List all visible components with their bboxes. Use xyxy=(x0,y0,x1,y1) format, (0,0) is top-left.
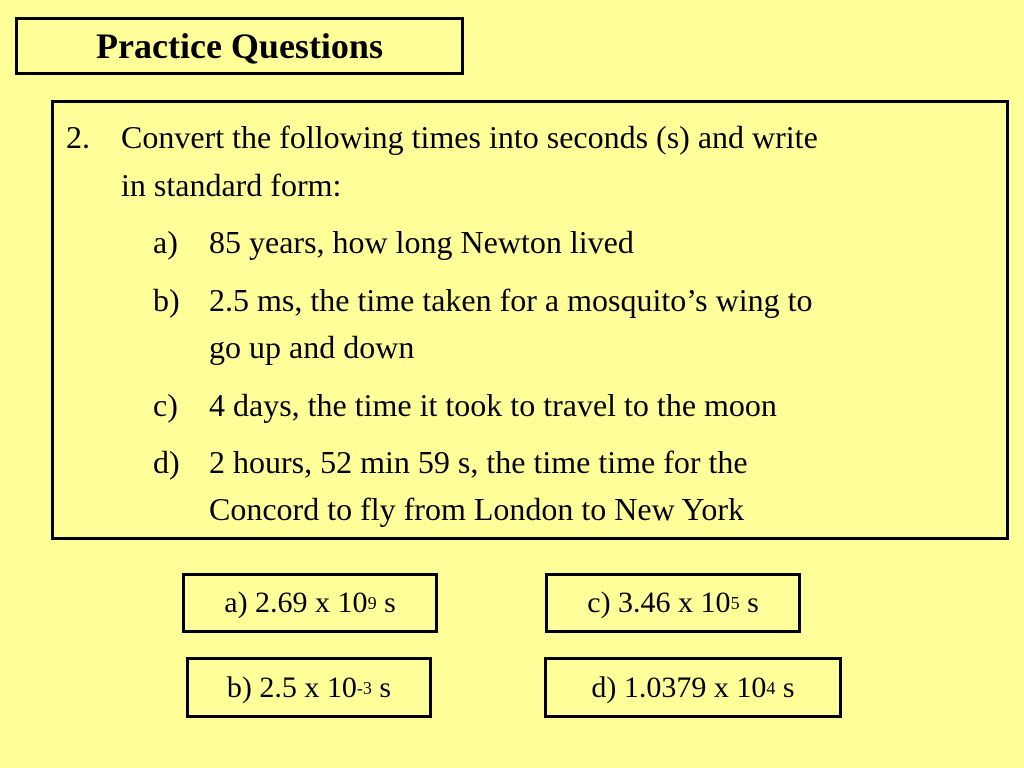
item-b-label: b) xyxy=(153,282,180,318)
answer-b-box: b) 2.5 x 10 -3 s xyxy=(186,657,432,718)
answer-c-prefix: c) 3.46 x 10 xyxy=(587,586,731,619)
item-c-text: 4 days, the time it took to travel to the moon xyxy=(209,387,777,423)
item-d-label: d) xyxy=(153,444,180,480)
item-d-text-line2: Concord to fly from London to New York xyxy=(209,491,745,527)
item-b-text-line2: go up and down xyxy=(209,329,415,365)
item-a-text: 85 years, how long Newton lived xyxy=(209,224,634,260)
item-d-text-line1: 2 hours, 52 min 59 s, the time time for the xyxy=(209,444,748,480)
answer-d-box: d) 1.0379 x 10 4 s xyxy=(544,657,842,718)
title-box xyxy=(15,17,464,75)
answer-b-prefix: b) 2.5 x 10 xyxy=(226,670,357,704)
answer-a-box: a) 2.69 x 10 9 s xyxy=(182,573,438,633)
question-text-line1: Convert the following times into seconds (s) and write xyxy=(121,119,818,155)
question-box xyxy=(51,100,1009,540)
answer-a-suffix: s xyxy=(376,586,396,619)
question-text-line2: in standard form: xyxy=(121,167,342,203)
answer-a-prefix: a) 2.69 x 10 xyxy=(224,586,368,619)
item-c-label: c) xyxy=(153,387,178,423)
answer-d-suffix: s xyxy=(775,670,795,704)
answer-b-suffix: s xyxy=(371,670,392,704)
page-title: Practice Questions xyxy=(96,26,383,66)
item-a-label: a) xyxy=(153,224,178,260)
answer-c-box: c) 3.46 x 10 5 s xyxy=(545,573,801,633)
question-number: 2. xyxy=(66,119,90,155)
item-b-text-line1: 2.5 ms, the time taken for a mosquito’s wing to xyxy=(209,282,813,318)
answer-d-prefix: d) 1.0379 x 10 xyxy=(591,670,767,704)
answer-c-suffix: s xyxy=(739,586,759,619)
